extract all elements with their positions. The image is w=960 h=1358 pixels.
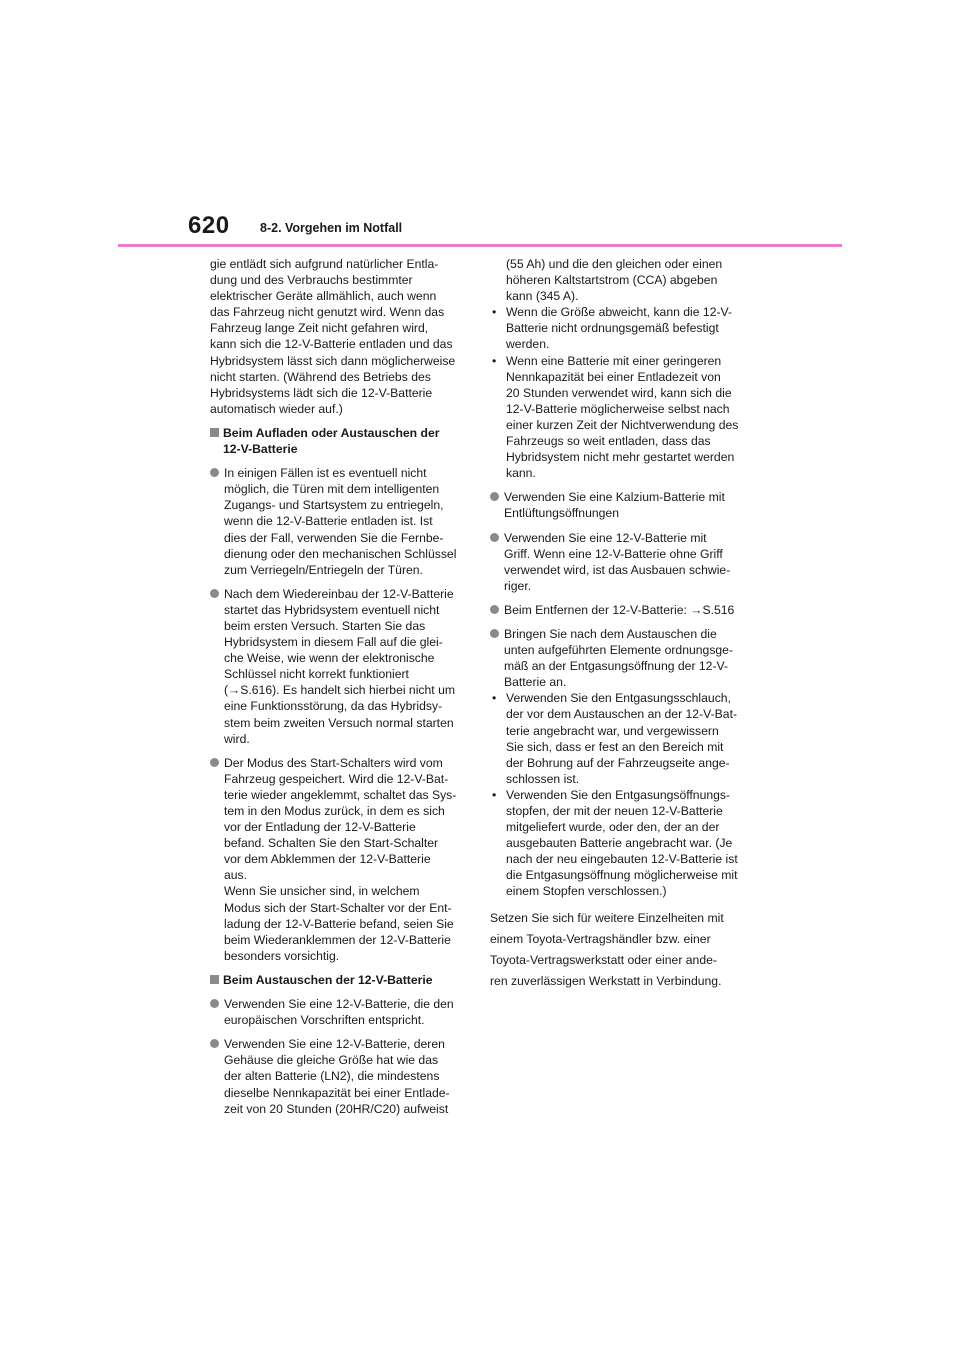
bullet-item: Verwenden Sie eine 12-V-Batterie, deren Gehäuse die gleiche Größe hat wie das der alten Batterie (LN2), die mindestens dieselbe Nennkapazität bei einer Entlade- zeit von 20 Stunden (20HR/C20) aufweist	[210, 1036, 466, 1116]
bullet-dot-icon	[210, 758, 219, 767]
dash-list-item: • Wenn eine Batterie mit einer geringeren Nennkapazität bei einer Entladezeit von 20 Stunden verwendet wird, kann sich die 12-V-Batterie möglicherweise selbst nach einer kurzen Zeit der Nichtverwendung des Fahrzeugs so weit entladen, dass das Hybridsystem nicht mehr gestartet werden kann.	[492, 353, 739, 481]
bullet-dot-icon	[210, 999, 219, 1008]
section-title: 8-2. Vorgehen im Notfall	[260, 221, 403, 235]
bullet-dot-icon	[490, 533, 499, 542]
bullet-item: Verwenden Sie eine Kalzium-Batterie mit Entlüftungsöffnungen	[490, 489, 756, 521]
bullet-item	[490, 602, 756, 618]
dash-marker: •	[492, 787, 497, 802]
bullet-item: Bringen Sie nach dem Austauschen die unten aufgeführten Elemente ordnungsge- mäß an der Entgasungsöffnung der 12-V- Batterie an.	[490, 626, 756, 690]
continuation-text: (55 Ah) und die den gleichen oder einen höheren Kaltstartstrom (CCA) abgeben kann (345 A).	[506, 257, 723, 304]
header-rule	[118, 244, 842, 247]
square-marker-icon	[210, 975, 219, 984]
bullet-item: Nach dem Wiedereinbau der 12-V-Batterie startet das Hybridsystem eventuell nicht beim ersten Versuch. Starten Sie das Hybridsystem in diesem Fall auf die glei- che Weise, wie wenn der elektronische Schlüssel nicht korrekt funktioniert (→S.616). Es handelt sich hierbei nicht um eine Funktionsstörung, da das Hybridsy- stem beim zweiten Versuch normal starten wird.	[210, 586, 466, 747]
bullet-dot-icon	[490, 605, 499, 614]
bullet-dot-icon	[490, 629, 499, 638]
heading-replacing: Beim Austauschen der 12-V-Batterie	[210, 972, 466, 988]
bullet-item: Verwenden Sie eine 12-V-Batterie, die den europäischen Vorschriften entspricht.	[210, 996, 466, 1028]
bullet-dot-icon	[210, 1039, 219, 1048]
closing-paragraph: Setzen Sie sich für weitere Einzelheiten mit einem Toyota-Vertragshändler bzw. einer Toyota-Vertragswerkstatt oder einer ande- ren zuverlässigen Werkstatt in Verbindung.	[490, 910, 724, 988]
square-marker-icon	[210, 428, 219, 437]
page-number: 620	[188, 212, 230, 239]
bullet-item: In einigen Fällen ist es eventuell nicht möglich, die Türen mit dem intelligenten Zugangs- und Startsystem zu entriegeln, wenn die 12-V-Batterie entladen ist. Ist dies der Fall, verwenden Sie die Fernbe- dienung oder den mechanischen Schlüssel zum Verriegeln/Entriegeln der Türen.	[210, 465, 466, 578]
bullet-dot-icon	[210, 468, 219, 477]
dash-list-item: • Verwenden Sie den Entgasungsschlauch, der vor dem Austauschen an der 12-V-Bat- terie angebracht war, und vergewissern Sie sich, dass er fest an den Bereich mit der Bohrung auf der Fahrzeugseite ange- schlossen ist.	[492, 691, 738, 786]
bullet-item: Verwenden Sie eine 12-V-Batterie mit Griff. Wenn eine 12-V-Batterie ohne Griff verwendet wird, ist das Ausbauen schwie- riger.	[490, 530, 756, 594]
dash-marker: •	[492, 353, 497, 368]
bullet-dot-icon	[210, 589, 219, 598]
left-column	[210, 256, 466, 1125]
bullet-item: Der Modus des Start-Schalters wird vom Fahrzeug gespeichert. Wird die 12-V-Bat- terie wieder angeklemmt, schaltet das Sys- tem in den Modus zurück, in dem es sich vor der Entladung der 12-V-Batterie befand. Schalten Sie den Start-Schalter vor dem Abklemmen der 12-V-Batterie aus. Wenn Sie unsicher sind, in welchem Modus sich der Start-Schalter vor der Ent- ladung der 12-V-Batterie befand, seien Sie beim Wiederanklemmen der 12-V-Batterie besonders vorsichtig.	[210, 755, 466, 964]
right-column	[490, 256, 756, 997]
page-reference-link[interactable]: (→S.616). Es handelt sich hierbei nicht um	[224, 683, 455, 698]
dash-marker: •	[492, 691, 497, 706]
bullet-dot-icon	[490, 492, 499, 501]
page-reference-link[interactable]: Beim Entfernen der 12-V-Batterie: →S.516	[504, 602, 735, 617]
dash-list-item: • Verwenden Sie den Entgasungsöffnungs- stopfen, der mit der neuen 12-V-Batterie mitgeliefert wurde, oder den, der an der ausgebauten Batterie angebracht war. (Je nach der neu eingebauten 12-V-Batterie ist die Entgasungsöffnung möglicherweise mit einem Stopfen verschlossen.)	[492, 787, 738, 899]
dash-marker: •	[492, 305, 497, 320]
heading-charging-replacing: Beim Aufladen oder Austauschen der 12-V-Batterie	[210, 425, 466, 457]
dash-list-item: • Wenn die Größe abweicht, kann die 12-V- Batterie nicht ordnungsgemäß befestigt werden.	[492, 305, 733, 352]
intro-paragraph: gie entlädt sich aufgrund natürlicher Entla- dung und des Verbrauchs bestimmter elektrischer Geräte allmählich, auch wenn das Fahrzeug nicht genutzt wird. Wenn das Fahrzeug lange Zeit nicht gefahren wird, kann sich die 12-V-Batterie entladen und das Hybridsystem lässt sich dann möglicherweise nicht starten. (Während des Betriebs des Hybridsystems lädt sich die 12-V-Batterie automatisch wieder auf.)	[210, 257, 456, 416]
